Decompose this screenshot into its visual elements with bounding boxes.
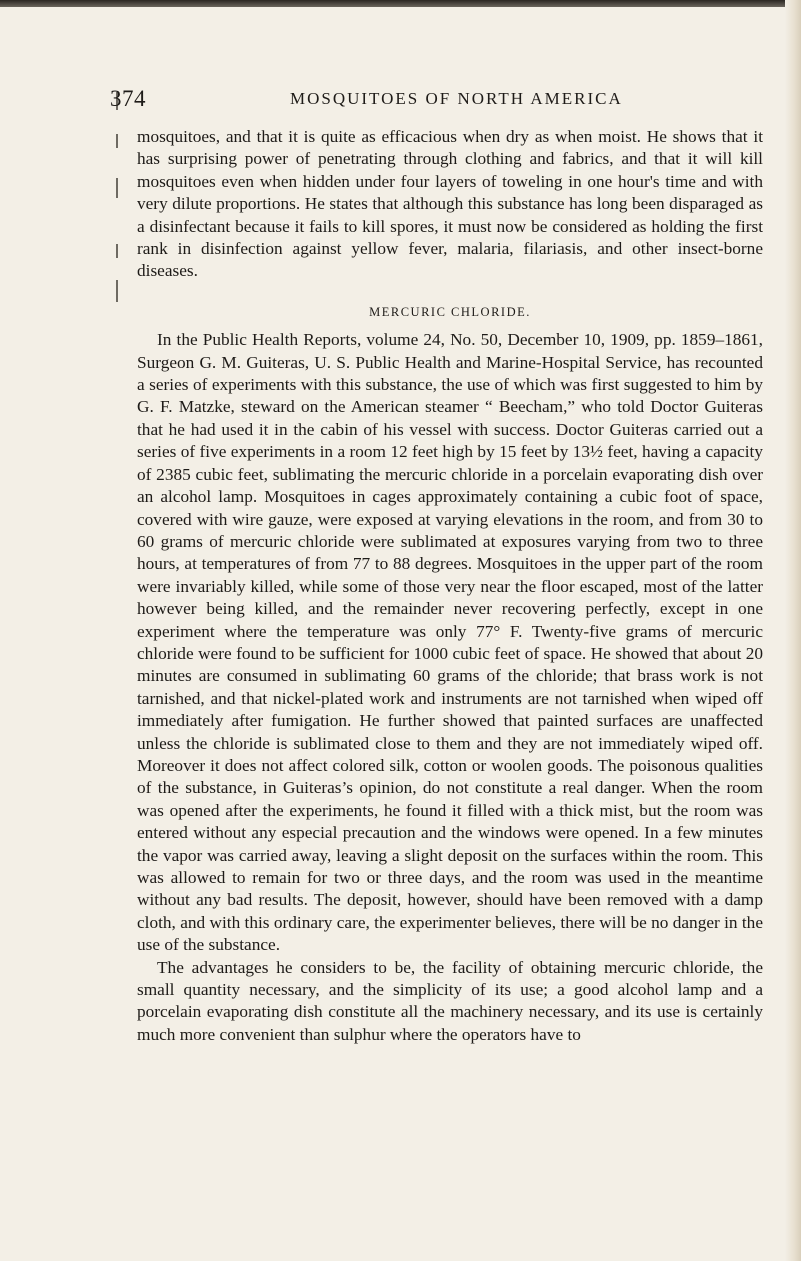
page-number: 374	[110, 86, 146, 111]
page-header	[110, 86, 770, 114]
page-top-edge	[0, 0, 801, 7]
paragraph-closing: The advantages he considers to be, the facility of obtaining mercuric chloride, the small quantity necessary, and the simplicity of its use; a good alcohol lamp and a porcelain evaporating dish constitute all the machinery necessary, and its use is certainly much more convenient than sulphur where the operators have to	[137, 957, 763, 1044]
paragraph-intro: mosquitoes, and that it is quite as efficacious when dry as when moist. He shows that it has surprising power of penetrating through clothing and fabrics, and that it will kill mosquitoes even when hidden under four layers of toweling in one hour's time and with very dilute proportions. He states that although this substance has long been disparaged as a disinfectant because it fails to kill spores, it must now be considered as holding the first rank in disinfection against yellow fever, malaria, filariasis, and other insect-borne diseases.	[137, 127, 763, 281]
running-head: MOSQUITOES OF NORTH AMERICA	[290, 89, 623, 108]
margin-marks	[116, 92, 121, 302]
body-text	[137, 126, 763, 1046]
paragraph-main: In the Public Health Reports, volume 24, No. 50, December 10, 1909, pp. 1859–1861, Surgeon G. M. Guiteras, U. S. Public Health and Marine-Hospital Service, has recounted a series of experiments with this substance, the use of which was first suggested to him by G. F. Matzke, steward on the American steamer “ Beecham,” who told Doctor Guiteras that he had used it in the cabin of his vessel with success. Doctor Guiteras carried out a series of five experiments in a room 12 feet high by 15 feet by 13½ feet, having a capacity of 2385 cubic feet, sublimating the mercuric chloride in a porcelain evaporating dish over an alcohol lamp. Mosquitoes in cages approximately containing a cubic foot of space, covered with wire gauze, were exposed at varying elevations in the room, and from 30 to 60 grams of mercuric chloride were sublimated at exposures varying from two to three hours, at temperatures of from 77 to 88 degrees. Mosquitoes in the upper part of the room were invariably killed, while some of those very near the floor escaped, most of the latter however being killed, and the remainder never recovering perfectly, except in one experiment where the temperature was only 77° F. Twenty-five grams of mercuric chloride were found to be sufficient for 1000 cubic feet of space. He showed that about 20 minutes are consumed in sublimating 60 grams of the chloride; that brass work is not tarnished, and that nickel-plated work and instruments are not tarnished when wiped off immediately after fumigation. He further showed that painted surfaces are unaffected unless the chloride is sublimated close to them and they are not immediately wiped off. Moreover it does not affect colored silk, cotton or woolen goods. The poisonous qualities of the substance, in Guiteras’s opinion, do not constitute a real danger. When the room was opened after the experiments, he found it filled with a thick mist, but the room was entered without any especial precaution and the windows were opened. In a few minutes the vapor was carried away, leaving a slight deposit on the surfaces within the room. This was allowed to remain for two or three days, and the room was used in the meantime without any bad results. The deposit, however, should have been removed with a damp cloth, and with this ordinary care, the experimenter believes, there will be no danger in the use of the substance.	[137, 330, 763, 955]
page-right-edge	[785, 0, 801, 1261]
section-heading: MERCURIC CHLORIDE.	[369, 304, 531, 319]
